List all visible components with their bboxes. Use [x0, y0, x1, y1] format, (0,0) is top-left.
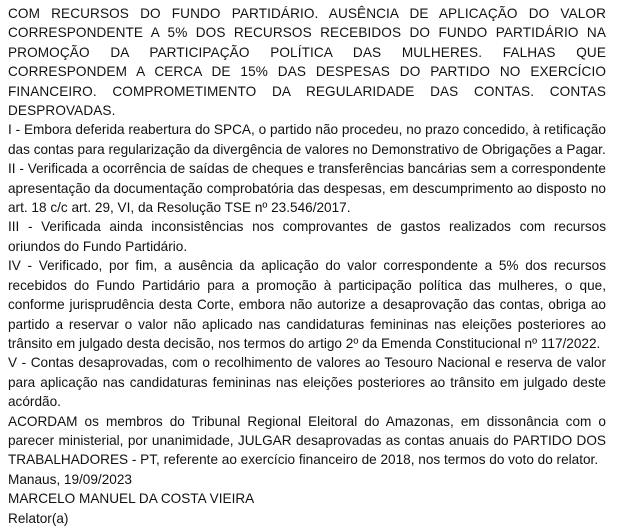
decision-paragraph: ACORDAM os membros do Tribunal Regional Eleitoral do Amazonas, em dissonância com o parecer ministerial, por unanimidade, JULGAR desaprovadas as contas anuais do PARTIDO DOS TRABALHADORES - PT, referente ao exercício financeiro de 2018, nos termos do voto do relator. [8, 413, 606, 468]
ementa-item-iii: III - Verificada ainda inconsistências nos comprovantes de gastos realizados com recursos oriundos do Fundo Partidário. [8, 219, 606, 254]
signer-name: MARCELO MANUEL DA COSTA VIEIRA [8, 491, 255, 507]
ementa-item-v: V - Contas desaprovadas, com o recolhimento de valores ao Tesouro Nacional e reserva de valor para aplicação nas candidaturas femininas nas eleições posteriores ao trânsito em julgado deste acórdão. [8, 355, 606, 410]
signer-role: Relator(a) [8, 510, 69, 526]
ementa-item-i: I - Embora deferida reabertura do SPCA, o partido não procedeu, no prazo concedido, à retificação das contas para regularização da divergência de valores no Demonstrativo de Obrigações a Pagar. [8, 122, 606, 157]
ementa-item-ii: II - Verificada a ocorrência de saídas de cheques e transferências bancárias sem a correspondente apresentação da documentação comprobatória das despesas, em descumprimento ao disposto no art. 18 c/c art. 29, VI, da Resolução TSE nº 23.546/2017. [8, 161, 606, 216]
document-body [8, 4, 606, 528]
ementa-header: COM RECURSOS DO FUNDO PARTIDÁRIO. AUSÊNCIA DE APLICAÇÃO DO VALOR CORRESPONDENTE A 5% DOS RECURSOS RECEBIDOS DO FUNDO PARTIDÁRIO NA PROMOÇÃO DA PARTICIPAÇÃO POLÍTICA DAS MULHERES. FALHAS QUE CORRESPONDEM A CERCA DE 15% DAS DESPESAS DO PARTIDO NO EXERCÍCIO FINANCEIRO. COMPROMETIMENTO DA REGULARIDADE DAS CONTAS. CONTAS DESPROVADAS. [8, 6, 606, 119]
ementa-item-iv: IV - Verificado, por fim, a ausência da aplicação do valor correspondente a 5% dos recursos recebidos do Fundo Partidário para a promoção à participação política das mulheres, o que, conforme jurisprudência desta Corte, embora não autorize a desaprovação das contas, obriga ao partido a reservar o valor não aplicado nas candidaturas femininas nas eleições posteriores ao trânsito em julgado desta decisão, nos termos do artigo 2º da Emenda Constitucional nº 117/2022. [8, 258, 606, 351]
place-date: Manaus, 19/09/2023 [8, 471, 132, 487]
